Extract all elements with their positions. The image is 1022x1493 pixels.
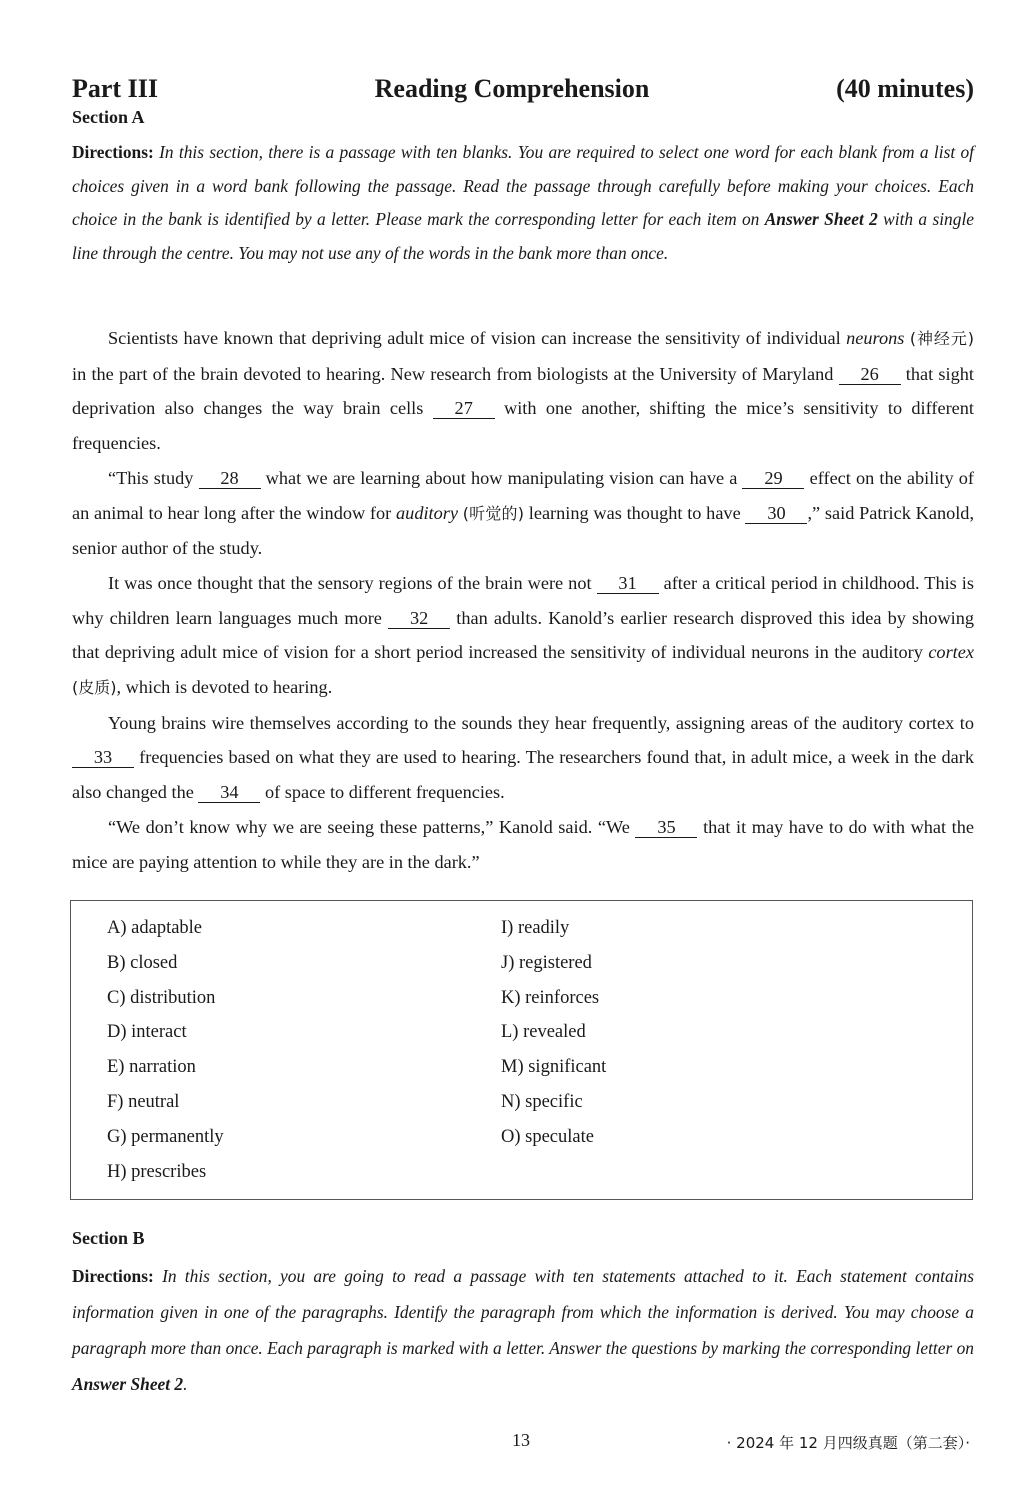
directions-text: In this section, there is a passage with ten blanks. You are required to select one word for each blank from a list of choices given in a word bank following the passage. Read the passage through carefully before making your choices. Each choice in the bank is identified by a letter. Please mark the corresponding letter for each item on Answer Sheet 2 with a single line through the centre. You may not use any of the words in the bank more than once. xyxy=(72,142,974,263)
section-a-directions xyxy=(72,136,974,270)
blank-35[interactable]: 35 xyxy=(635,817,697,838)
gloss-auditory: (听觉的) xyxy=(462,503,524,523)
word-bank xyxy=(70,900,973,1200)
blank-34[interactable]: 34 xyxy=(198,782,260,803)
term-cortex: cortex xyxy=(928,642,974,663)
paragraph-2: “This study 28 what we are learning about how manipulating vision can have a 29 effect on the ability of an animal to hear long after the window for auditory (听觉的) learning was thought to have 30 ,” said Patrick Kanold, senior author of the study. xyxy=(72,467,975,559)
word-bank-right-column xyxy=(501,911,606,1155)
blank-28[interactable]: 28 xyxy=(199,468,261,489)
paragraph-1: Scientists have known that depriving adult mice of vision can increase the sensitivity of individual neurons (神经元) in the part of the brain devoted to hearing. New research from biologists at the University of Maryland 26 that sight deprivation also changes the way brain cells 27 with one another, shifting the mice’s sensitivity to different frequencies. xyxy=(72,328,975,454)
blank-33[interactable]: 33 xyxy=(72,747,134,768)
word-option-h[interactable]: H) prescribes xyxy=(107,1161,207,1182)
word-option-j[interactable]: J) registered xyxy=(501,952,592,973)
section-b-directions xyxy=(72,1258,974,1402)
section-a-label: Section A xyxy=(72,107,145,127)
exam-source: · 2024 年 12 月四级真题（第二套）· xyxy=(726,1434,970,1452)
word-option-b[interactable]: B) closed xyxy=(107,952,178,973)
answer-sheet-ref: Answer Sheet 2 xyxy=(764,209,878,230)
term-neurons: neurons xyxy=(846,328,905,348)
word-option-k[interactable]: K) reinforces xyxy=(501,987,600,1008)
blank-26[interactable]: 26 xyxy=(839,364,901,385)
word-option-d[interactable]: D) interact xyxy=(107,1022,187,1043)
gloss-neurons: (神经元) xyxy=(909,329,974,348)
section-b-label: Section B xyxy=(72,1228,145,1248)
page-number: 13 xyxy=(512,1430,530,1450)
directions-lead: Directions: xyxy=(72,142,154,162)
answer-sheet-ref: Answer Sheet 2 xyxy=(72,1374,184,1394)
blank-31[interactable]: 31 xyxy=(597,573,659,594)
word-option-a[interactable]: A) adaptable xyxy=(107,918,203,938)
word-option-n[interactable]: N) specific xyxy=(501,1091,583,1112)
word-option-l[interactable]: L) revealed xyxy=(501,1022,586,1043)
blank-29[interactable]: 29 xyxy=(742,468,804,489)
term-auditory: auditory xyxy=(396,502,458,523)
word-option-i[interactable]: I) readily xyxy=(501,918,570,938)
part-title: Reading Comprehension xyxy=(374,74,650,103)
part-label: Part III xyxy=(72,74,158,103)
paragraph-3: It was once thought that the sensory regions of the brain were not 31 after a critical period in childhood. This is why children learn languages much more 32 than adults. Kanold’s earlier research disproved this idea by showing that depriving adult mice of vision for a short period increased the sensitivity of individual neurons in the auditory cortex (皮质), which is devoted to hearing. xyxy=(72,572,975,698)
page-footer xyxy=(0,1430,1022,1454)
gloss-cortex: (皮质) xyxy=(72,678,117,698)
blank-32[interactable]: 32 xyxy=(388,608,450,629)
word-option-f[interactable]: F) neutral xyxy=(107,1091,180,1112)
word-option-o[interactable]: O) speculate xyxy=(501,1126,594,1147)
word-option-e[interactable]: E) narration xyxy=(107,1057,196,1078)
word-option-g[interactable]: G) permanently xyxy=(107,1126,224,1147)
paragraph-5: “We don’t know why we are seeing these patterns,” Kanold said. “We 35 that it may have to do with what the mice are paying attention to while they are in the dark.” xyxy=(72,816,975,872)
part-header xyxy=(72,74,974,108)
word-option-m[interactable]: M) significant xyxy=(501,1057,607,1078)
blank-30[interactable]: 30 xyxy=(745,503,807,524)
directions-text: In this section, you are going to read a passage with ten statements attached to it. Each statement contains information given in one of the paragraphs. Identify the paragraph from which the information is derived. You may choose a paragraph more than once. Each paragraph is marked with a letter. Answer the questions by marking the corresponding letter on Answer Sheet 2. xyxy=(72,1266,974,1394)
directions-lead: Directions: xyxy=(72,1266,154,1286)
time-limit: (40 minutes) xyxy=(836,74,974,103)
blank-27[interactable]: 27 xyxy=(433,398,495,419)
passage xyxy=(72,321,974,879)
paragraph-4: Young brains wire themselves according to the sounds they hear frequently, assigning areas of the auditory cortex to 33 frequencies based on what they are used to hearing. The researchers found that, in adult mice, a week in the dark also changed the 34 of space to different frequencies. xyxy=(72,712,974,803)
word-option-c[interactable]: C) distribution xyxy=(107,987,216,1008)
word-bank-left-column xyxy=(107,911,224,1189)
